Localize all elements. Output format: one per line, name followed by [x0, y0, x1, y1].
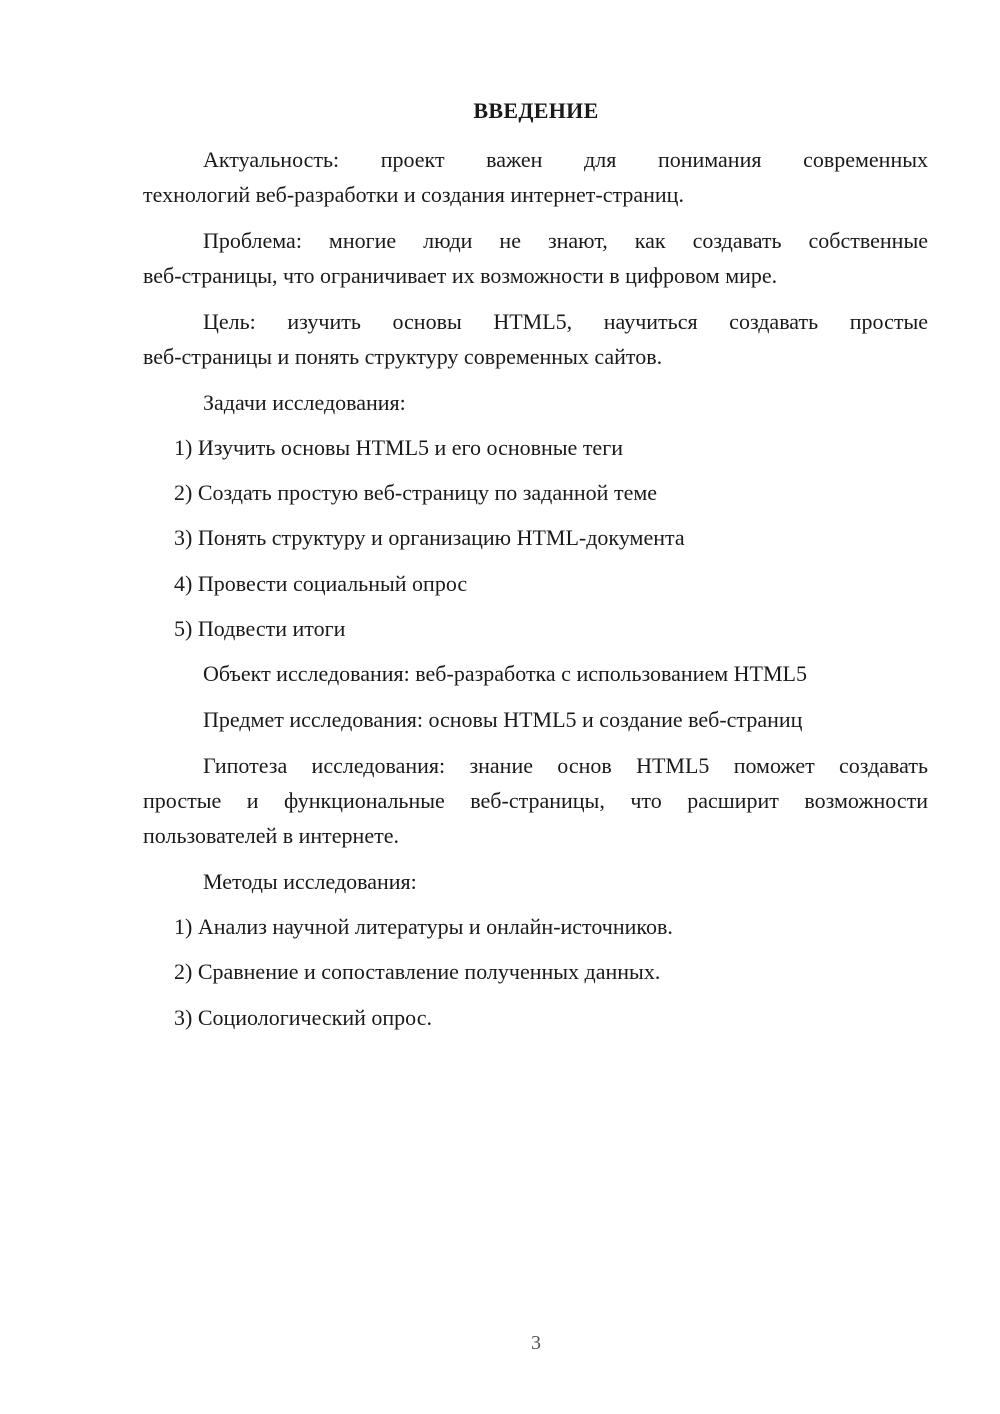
- problem-line-2: веб-страницы, что ограничивает их возможности в цифровом мире.: [143, 263, 778, 288]
- hypothesis-line-3: пользователей в интернете.: [143, 823, 399, 848]
- list-item: 1) Изучить основы HTML5 и его основные теги: [174, 435, 623, 460]
- page-number: 3: [531, 1332, 541, 1354]
- tasks-title: Задачи исследования:: [203, 390, 406, 415]
- hypothesis-line-2: простые и функциональные веб-страницы, что расширит возможности: [143, 788, 928, 813]
- research-object: Объект исследования: веб-разработка с использованием HTML5: [203, 661, 807, 686]
- list-item: 5) Подвести итоги: [174, 616, 346, 641]
- relevance-line-1: Актуальность: проект важен для понимания современных: [203, 147, 928, 172]
- list-item: 2) Сравнение и сопоставление полученных данных.: [174, 959, 661, 984]
- page-title: ВВЕДЕНИЕ: [473, 98, 599, 123]
- list-item: 3) Социологический опрос.: [174, 1005, 432, 1030]
- list-item: 4) Провести социальный опрос: [174, 571, 468, 596]
- research-subject: Предмет исследования: основы HTML5 и создание веб-страниц: [203, 707, 803, 732]
- list-item: 3) Понять структуру и организацию HTML-документа: [174, 525, 685, 550]
- goal-line-1: Цель: изучить основы HTML5, научиться создавать простые: [203, 309, 928, 334]
- hypothesis-line-1: Гипотеза исследования: знание основ HTML5 поможет создавать: [203, 753, 928, 778]
- relevance-line-2: технологий веб-разработки и создания интернет-страниц.: [143, 182, 684, 207]
- goal-line-2: веб-страницы и понять структуру современных сайтов.: [143, 344, 663, 369]
- methods-title: Методы исследования:: [203, 869, 417, 894]
- list-item: 2) Создать простую веб-страницу по заданной теме: [174, 480, 658, 505]
- problem-line-1: Проблема: многие люди не знают, как создавать собственные: [203, 228, 928, 253]
- list-item: 1) Анализ научной литературы и онлайн-источников.: [174, 914, 673, 939]
